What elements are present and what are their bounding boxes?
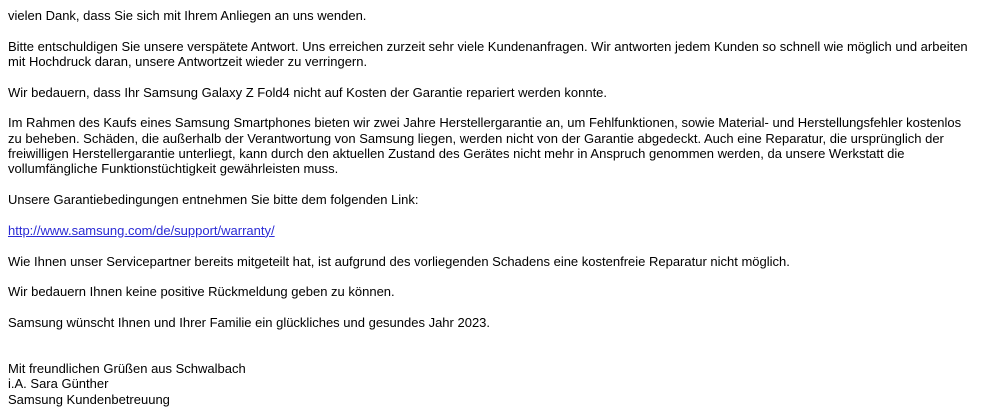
blank-line	[8, 346, 975, 361]
blank-line	[8, 238, 975, 253]
warranty-explanation-line: zu beheben. Schäden, die außerhalb der Verantwortung von Samsung liegen, werden nicht von der Garantie abgedeckt. Auch eine Reparatur, die ursprünglich der	[8, 130, 944, 146]
servicepartner-line: Wie Ihnen unser Servicepartner bereits mitgeteilt hat, ist aufgrund des vorliegenden Schadens eine kostenfreie Reparatur nicht möglich.	[8, 253, 790, 269]
signature-closing-line: Mit freundlichen Grüßen aus Schwalbach	[8, 360, 246, 376]
warranty-explanation-line: Im Rahmen des Kaufs eines Samsung Smartphones bieten wir zwei Jahre Herstellergarantie an, um Fehlfunktionen, sowie Material- und Herstellungsfehler kostenlos	[8, 115, 962, 131]
apology-paragraph-line: Bitte entschuldigen Sie unsere verspätete Antwort. Uns erreichen zurzeit sehr viele Kundenanfragen. Wir antworten jedem Kunden so schnell wie möglich und arbeiten	[8, 38, 968, 54]
signature-name-line: i.A. Sara Günther	[8, 376, 109, 392]
blank-line	[8, 269, 975, 284]
negative-feedback-line: Wir bedauern Ihnen keine positive Rückmeldung geben zu können.	[8, 284, 395, 300]
warranty-explanation-line: freiwilligen Herstellergarantie unterliegt, kann durch den aktuellen Zustand des Gerätes nicht mehr in Anspruch genommen werden, da unsere Werkstatt die	[8, 146, 905, 162]
blank-line	[8, 100, 975, 115]
blank-line	[8, 207, 975, 222]
new-year-wishes-line: Samsung wünscht Ihnen und Ihrer Familie ein glückliches und gesundes Jahr 2023.	[8, 314, 491, 330]
regret-repair-line: Wir bedauern, dass Ihr Samsung Galaxy Z Fold4 nicht auf Kosten der Garantie repariert werden konnte.	[8, 84, 608, 100]
warranty-link-line	[8, 223, 975, 238]
apology-paragraph-line: mit Hochdruck daran, unsere Antwortzeit wieder zu verringern.	[8, 54, 368, 70]
blank-line	[8, 330, 975, 345]
warranty-explanation-line: vollumfängliche Funktionstüchtigkeit gewährleisten muss.	[8, 161, 339, 177]
warranty-terms-intro-line: Unsere Garantiebedingungen entnehmen Sie bitte dem folgenden Link:	[8, 192, 419, 208]
blank-line	[8, 177, 975, 192]
blank-line	[8, 300, 975, 315]
blank-line	[8, 23, 975, 38]
blank-line	[8, 69, 975, 84]
signature-department-line: Samsung Kundenbetreuung	[8, 391, 170, 407]
warranty-link[interactable]: http://www.samsung.com/de/support/warranty/	[8, 222, 275, 238]
greeting-line: vielen Dank, dass Sie sich mit Ihrem Anliegen an uns wenden.	[8, 8, 367, 23]
